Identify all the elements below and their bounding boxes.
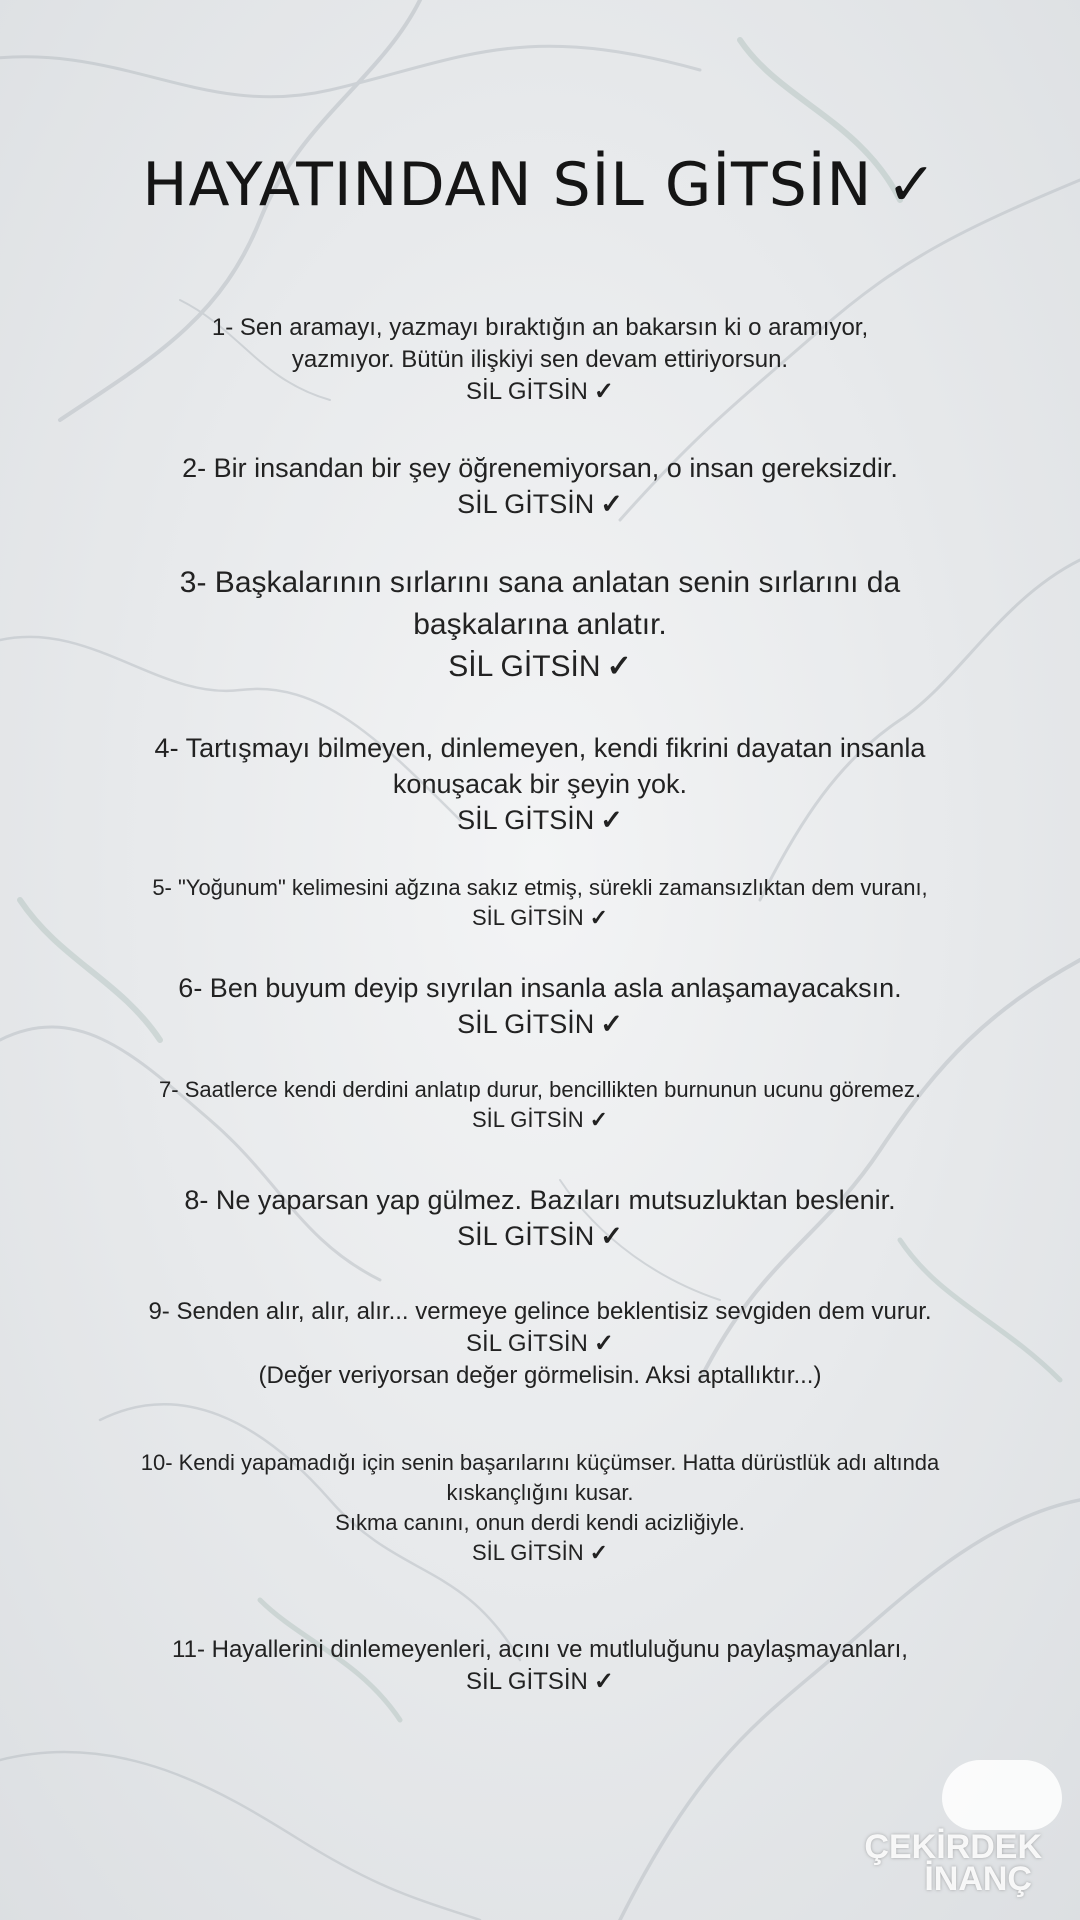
sil-gitsin-label: SİL GİTSİN ✓ (457, 805, 623, 835)
list-item-8 (30, 1182, 1050, 1254)
item-line: başkalarına anlatır. (413, 608, 667, 641)
list-item-9 (30, 1296, 1050, 1392)
watermark-line-2: İNANÇ (924, 1860, 1032, 1898)
checkmark-icon: ✓ (600, 489, 623, 519)
sil-gitsin-label: SİL GİTSİN ✓ (471, 905, 609, 930)
item-line: 11- Hayallerini dinlemeyenleri, acını ve mutluluğunu paylaşmayanları, (172, 1636, 908, 1663)
list-item-5 (30, 873, 1050, 933)
watermark-line-1: ÇEKİRDEK (864, 1828, 1042, 1866)
sil-gitsin-label: SİL GİTSİN ✓ (448, 650, 632, 683)
sil-gitsin-label: SİL GİTSİN ✓ (457, 1221, 623, 1251)
list-item-4 (30, 730, 1050, 838)
item-line: 6- Ben buyum deyip sıyrılan insanla asla anlaşamayacaksın. (178, 973, 902, 1003)
item-note: (Değer veriyorsan değer görmelisin. Aksi aptallıktır...) (258, 1362, 822, 1389)
watermark-logo (864, 1760, 1062, 1910)
item-line: 5- "Yoğunum" kelimesini ağzına sakız etmiş, sürekli zamansızlıktan dem vuranı, (152, 875, 928, 900)
list-item-7 (30, 1075, 1050, 1135)
checkmark-icon: ✓ (600, 805, 623, 835)
title-text: HAYATINDAN SİL GİTSİN (142, 150, 873, 220)
item-line: 10- Kendi yapamadığı için senin başarılarını küçümser. Hatta dürüstlük adı altında (140, 1450, 940, 1475)
sil-gitsin-label: SİL GİTSİN ✓ (466, 1668, 614, 1695)
item-line: 2- Bir insandan bir şey öğrenemiyorsan, o insan gereksizdir. (182, 453, 898, 483)
checkmark-icon: ✓ (600, 1009, 623, 1039)
sil-gitsin-label: SİL GİTSİN ✓ (466, 1330, 614, 1357)
item-line: Sıkma canını, onun derdi kendi acizliğiyle. (335, 1510, 745, 1535)
checkmark-icon: ✓ (589, 905, 609, 930)
item-line: 3- Başkalarının sırlarını sana anlatan senin sırlarını da (179, 566, 901, 599)
item-line: konuşacak bir şeyin yok. (392, 769, 688, 799)
speech-bubble-icon (942, 1760, 1062, 1830)
item-line: 8- Ne yaparsan yap gülmez. Bazıları mutsuzluktan beslenir. (184, 1185, 896, 1215)
checkmark-icon: ✓ (593, 1330, 614, 1357)
item-line: 4- Tartışmayı bilmeyen, dinlemeyen, kendi fikrini dayatan insanla (154, 733, 926, 763)
checkmark-icon: ✓ (600, 1221, 623, 1251)
item-line: kıskançlığını kusar. (446, 1480, 634, 1505)
list-item-11 (30, 1634, 1050, 1698)
checkmark-icon: ✓ (886, 150, 938, 220)
checkmark-icon: ✓ (606, 650, 632, 683)
sil-gitsin-label: SİL GİTSİN ✓ (457, 1009, 623, 1039)
list-item-6 (30, 970, 1050, 1042)
checkmark-icon: ✓ (589, 1540, 609, 1565)
item-line: 7- Saatlerce kendi derdini anlatıp durur, bencillikten burnunun ucunu göremez. (159, 1077, 921, 1102)
list-item-2 (30, 450, 1050, 522)
checkmark-icon: ✓ (593, 378, 614, 405)
sil-gitsin-label: SİL GİTSİN ✓ (471, 1540, 609, 1565)
sil-gitsin-label: SİL GİTSİN ✓ (471, 1107, 609, 1132)
checkmark-icon: ✓ (593, 1668, 614, 1695)
item-line: yazmıyor. Bütün ilişkiyi sen devam ettiriyorsun. (291, 346, 789, 373)
sil-gitsin-label: SİL GİTSİN ✓ (466, 378, 614, 405)
sil-gitsin-label: SİL GİTSİN ✓ (457, 489, 623, 519)
list-item-3 (30, 562, 1050, 688)
item-line: 1- Sen aramayı, yazmayı bıraktığın an bakarsın ki o aramıyor, (211, 314, 869, 341)
list-item-10 (30, 1448, 1050, 1568)
checkmark-icon: ✓ (589, 1107, 609, 1132)
page-title (0, 150, 1080, 220)
list-item-1 (30, 312, 1050, 408)
item-line: 9- Senden alır, alır, alır... vermeye gelince beklentisiz sevgiden dem vurur. (148, 1298, 932, 1325)
